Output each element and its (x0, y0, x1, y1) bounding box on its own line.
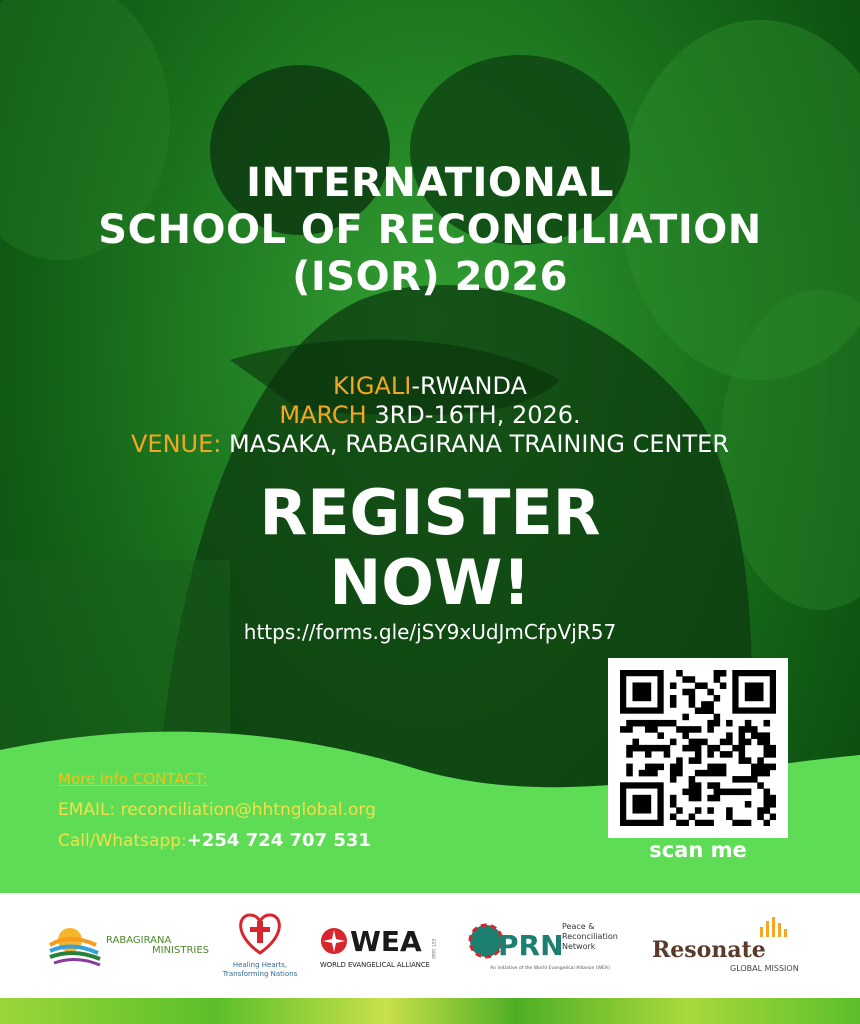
email-row (58, 800, 376, 820)
resonate-logo (650, 893, 820, 998)
qr-pattern (620, 670, 776, 826)
healing-line-1: Healing Hearts, (232, 961, 288, 969)
resonate-name: Resonate (652, 937, 766, 963)
location-line (0, 372, 860, 401)
healing-line-2: Transforming Nations (222, 970, 298, 978)
qr-code[interactable] (608, 658, 788, 838)
title-line-1: INTERNATIONAL (246, 160, 614, 206)
poster-title (0, 160, 860, 301)
venue-line (0, 430, 860, 459)
country: -RWANDA (411, 372, 527, 400)
rabagirana-sub: MINISTRIES (152, 945, 210, 956)
wea-logo (318, 893, 442, 998)
phone-number[interactable]: +254 724 707 531 (186, 830, 371, 851)
prn-line-3: Network (562, 942, 596, 951)
wea-name: WEA (350, 925, 422, 958)
prn-line-2: Reconciliation (562, 932, 618, 941)
wea-est: EST. 1846 (431, 939, 436, 959)
register-heading (0, 478, 860, 618)
contact-heading: More info CONTACT: (58, 770, 208, 788)
phone-row (58, 830, 376, 851)
wea-sub: WORLD EVANGELICAL ALLIANCE (320, 961, 430, 969)
healing-hearts-logo (214, 893, 306, 998)
title-line-2: SCHOOL OF RECONCILIATION (98, 207, 762, 253)
resonate-sub: GLOBAL MISSION (730, 964, 799, 973)
title-line-3: (ISOR) 2026 (292, 254, 568, 300)
phone-label: Call/Whatsapp: (58, 831, 187, 851)
dates: 3RD-16TH, 2026. (366, 401, 581, 429)
date-line (0, 401, 860, 430)
prn-line-1: Peace & (562, 922, 595, 931)
rabagirana-name: RABAGIRANA (106, 935, 172, 946)
rabagirana-logo (48, 893, 218, 998)
event-details (0, 372, 860, 459)
bottom-photo-strip (0, 998, 860, 1024)
prn-logo (468, 893, 628, 998)
email-label: EMAIL: (58, 800, 121, 820)
city: KIGALI (333, 372, 412, 400)
registration-link[interactable]: https://forms.gle/jSY9xUdJmCfpVjR57 (243, 620, 617, 644)
partner-logos (0, 893, 860, 998)
contact-info (58, 770, 376, 861)
month: MARCH (279, 401, 367, 429)
venue-label: VENUE: (130, 430, 222, 458)
venue: MASAKA, RABAGIRANA TRAINING CENTER (221, 430, 730, 458)
scan-me-caption: scan me (649, 838, 747, 862)
email-address[interactable]: reconciliation@hhtnglobal.org (120, 800, 376, 820)
prn-sub: An initiative of the World Evangelical Alliance (WEA) (490, 966, 610, 971)
register-line-1: REGISTER (259, 476, 601, 549)
prn-name: PRN (498, 929, 564, 962)
register-line-2: NOW! (329, 546, 531, 619)
